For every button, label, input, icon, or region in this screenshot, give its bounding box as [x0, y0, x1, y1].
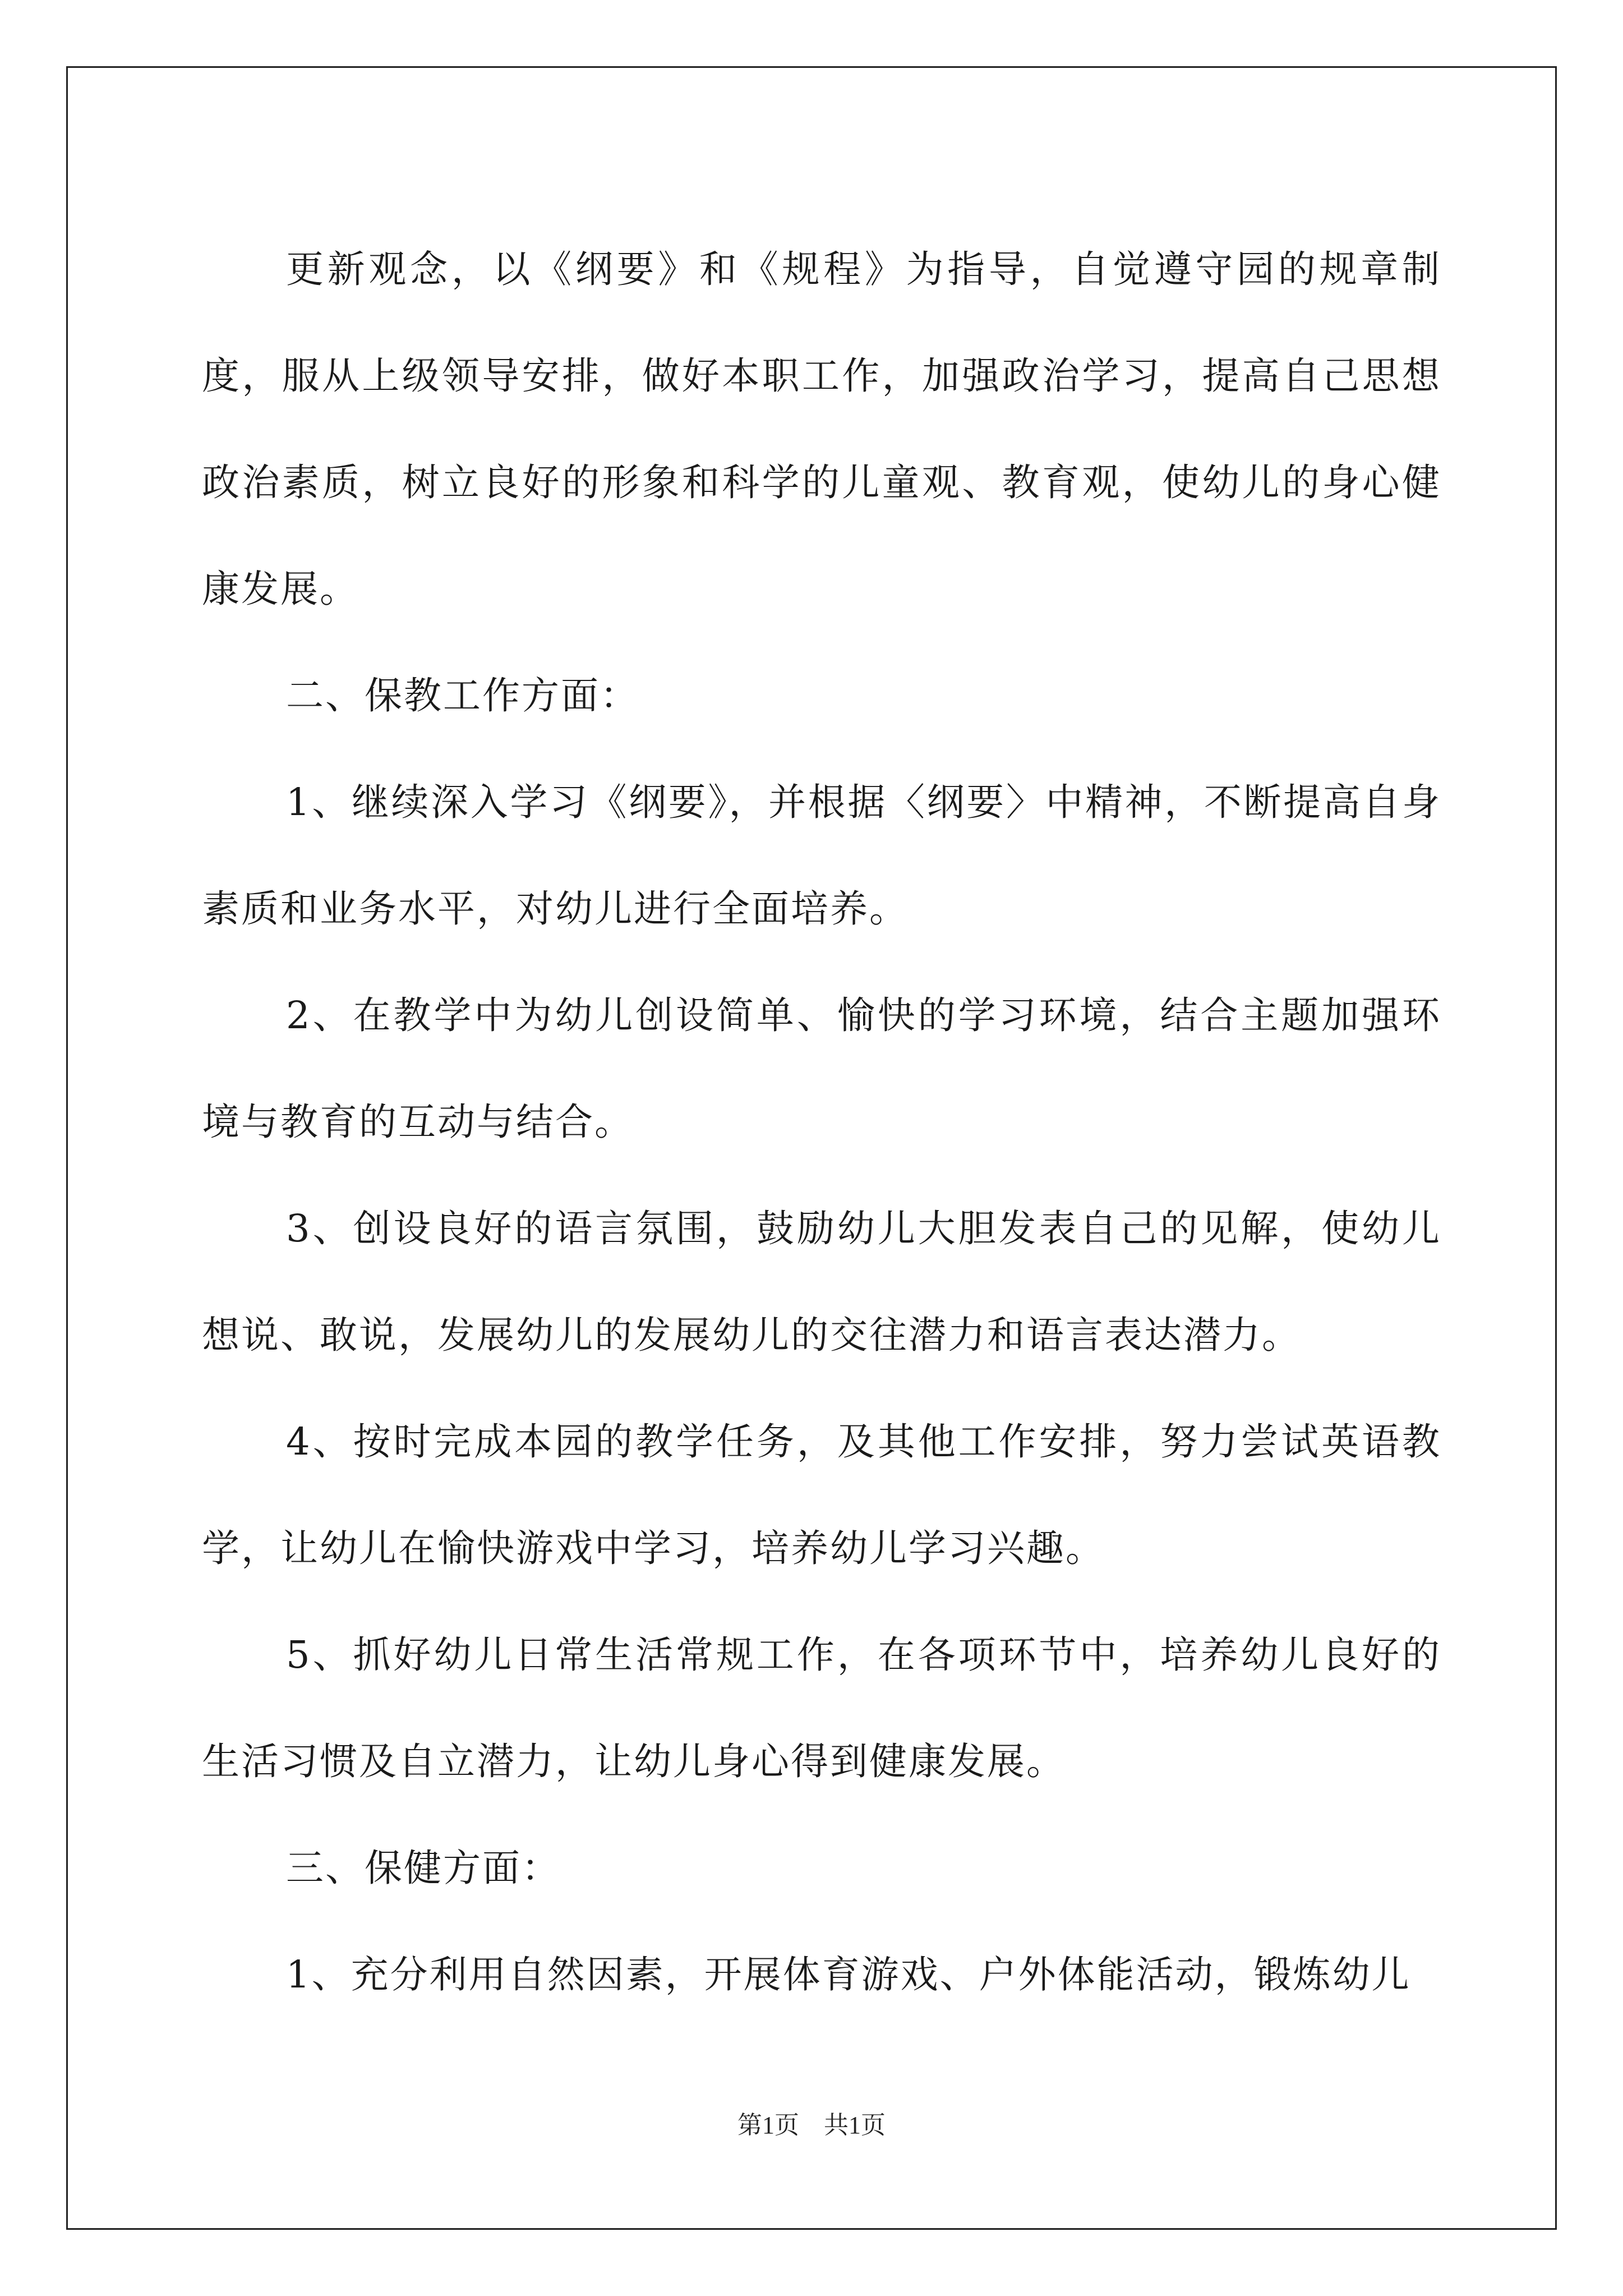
section-heading: 三、保健方面：: [286, 1846, 561, 1890]
document-body: [202, 216, 1441, 2028]
paragraph: 1、继续深入学习《纲要》，并根据〈纲要〉中精神，不断提高自身素质和业务水平，对幼儿进行全面培养。: [202, 780, 1441, 931]
section-heading: 二、保教工作方面：: [286, 674, 639, 717]
paragraph: 1、充分利用自然因素，开展体育游戏、户外体能活动，锻炼幼儿: [286, 1953, 1411, 1996]
paragraph: 5、抓好幼儿日常生活常规工作，在各项环节中，培养幼儿良好的生活习惯及自立潜力，让幼儿身心得到健康发展。: [202, 1633, 1441, 1783]
paragraph: 2、在教学中为幼儿创设简单、愉快的学习环境，结合主题加强环境与教育的互动与结合。: [202, 993, 1441, 1144]
paragraph: 3、创设良好的语言氛围，鼓励幼儿大胆发表自己的见解，使幼儿想说、敢说，发展幼儿的发展幼儿的交往潜力和语言表达潜力。: [202, 1207, 1441, 1357]
page-number-footer: 第1页 共1页: [737, 2111, 886, 2139]
paragraph: 更新观念，以《纲要》和《规程》为指导，自觉遵守园的规章制度，服从上级领导安排，做好本职工作，加强政治学习，提高自己思想政治素质，树立良好的形象和科学的儿童观、教育观，使幼儿的身心健康发展。: [202, 247, 1441, 611]
paragraph: 4、按时完成本园的教学任务，及其他工作安排，努力尝试英语教学，让幼儿在愉快游戏中学习，培养幼儿学习兴趣。: [202, 1420, 1441, 1570]
